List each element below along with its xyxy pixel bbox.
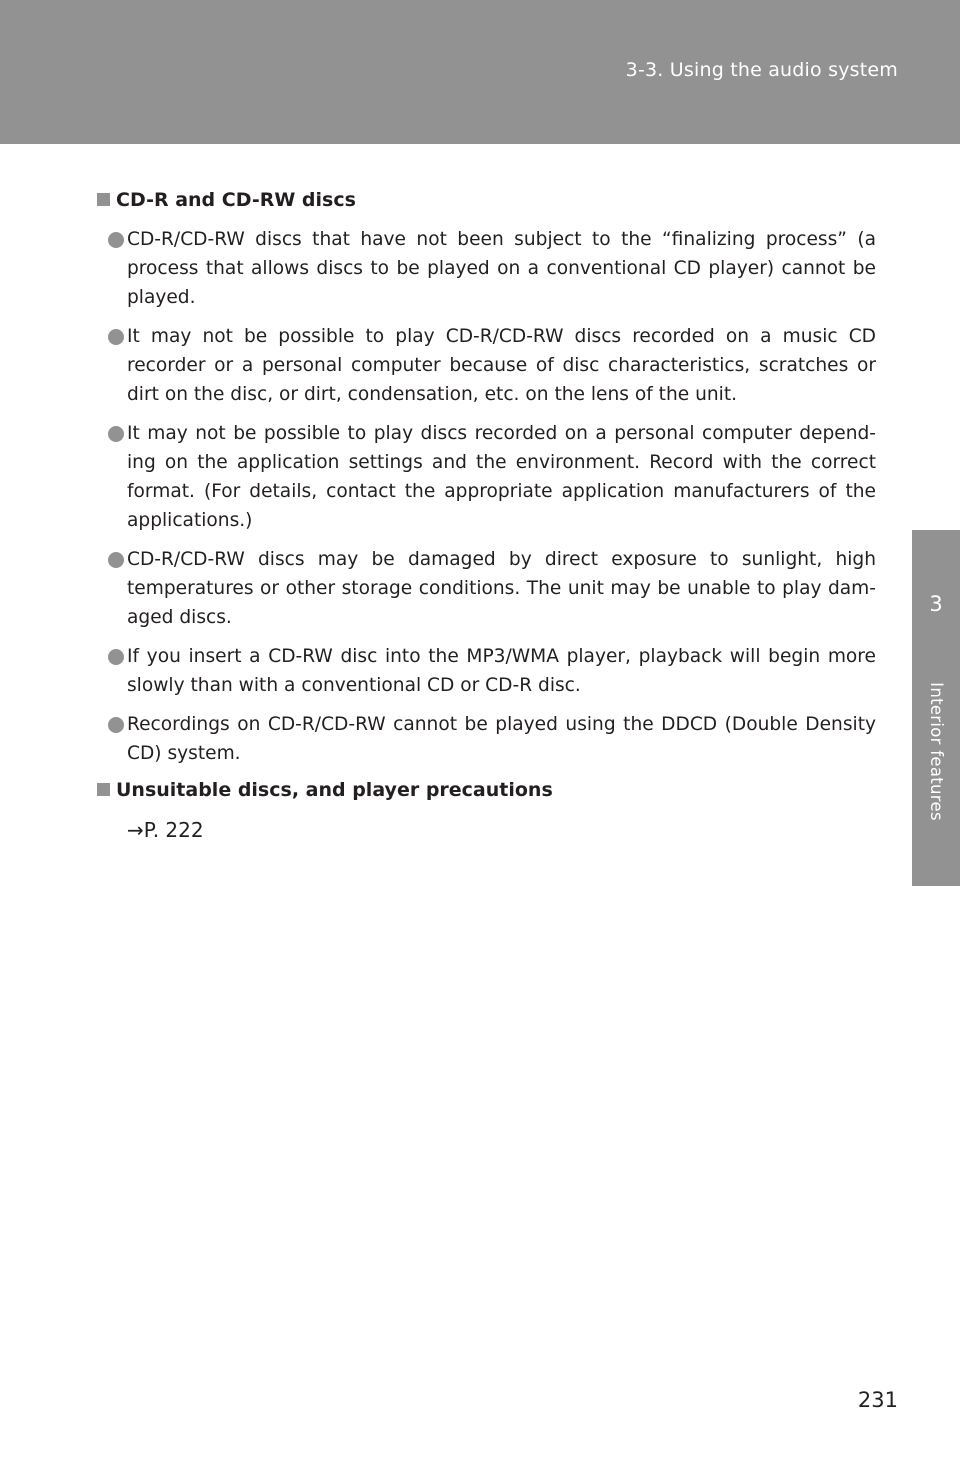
- bullet-dot-icon: [108, 717, 124, 733]
- bullet-item: [96, 642, 876, 700]
- chapter-side-tab: [912, 530, 960, 886]
- chapter-number: 3: [929, 592, 943, 616]
- section-heading-cd-r: [96, 186, 876, 215]
- bullet-dot-icon: [108, 329, 124, 345]
- bullet-text: CD-R/CD-RW discs that have not been subject to the “finalizing process” (a process that allows discs to be played on a conventional CD player) cannot be played.: [127, 229, 876, 308]
- section-title: 3-3. Using the audio system: [625, 59, 898, 81]
- bullet-dot-icon: [108, 649, 124, 665]
- square-marker-icon: [97, 193, 110, 206]
- bullet-text: It may not be possible to play CD-R/CD-RW discs recorded on a music CD recorder or a personal computer because of disc characteristics, scratches or dirt on the disc, or dirt, condensation, etc. on the lens of the unit.: [127, 326, 876, 405]
- chapter-label-wrap: [912, 646, 960, 856]
- bullet-dot-icon: [108, 232, 124, 248]
- main-content: [96, 186, 876, 845]
- bullet-dot-icon: [108, 426, 124, 442]
- page-number: 231: [857, 1388, 898, 1412]
- chapter-label: Interior features: [926, 681, 946, 821]
- bullet-item: [96, 710, 876, 768]
- bullet-item: [96, 419, 876, 535]
- bullet-text: If you insert a CD-RW disc into the MP3/WMA player, playback will begin more slowly than with a conventional CD or CD-R disc.: [127, 646, 876, 696]
- header-bar: [0, 0, 960, 144]
- section-heading-text: Unsuitable discs, and player precautions: [116, 779, 553, 801]
- bullet-text: Recordings on CD-R/CD-RW cannot be played using the DDCD (Double Density CD) system.: [127, 714, 876, 764]
- square-marker-icon: [97, 783, 110, 796]
- bullet-text: CD-R/CD-RW discs may be damaged by direct exposure to sunlight, high temperatures or other storage conditions. The unit may be unable to play dam-aged discs.: [127, 549, 876, 628]
- page-reference-link[interactable]: →P. 222: [127, 818, 204, 842]
- bullet-item: [96, 322, 876, 409]
- bullet-item: [96, 545, 876, 632]
- bullet-item: [96, 225, 876, 312]
- section-heading-unsuitable-discs: [96, 776, 876, 805]
- section-heading-text: CD-R and CD-RW discs: [116, 189, 356, 211]
- bullet-text: It may not be possible to play discs recorded on a personal computer depend-ing on the application settings and the environment. Record with the correct format. (For details, contact the appropriate application manufacturers of the applications.): [127, 423, 876, 531]
- bullet-dot-icon: [108, 552, 124, 568]
